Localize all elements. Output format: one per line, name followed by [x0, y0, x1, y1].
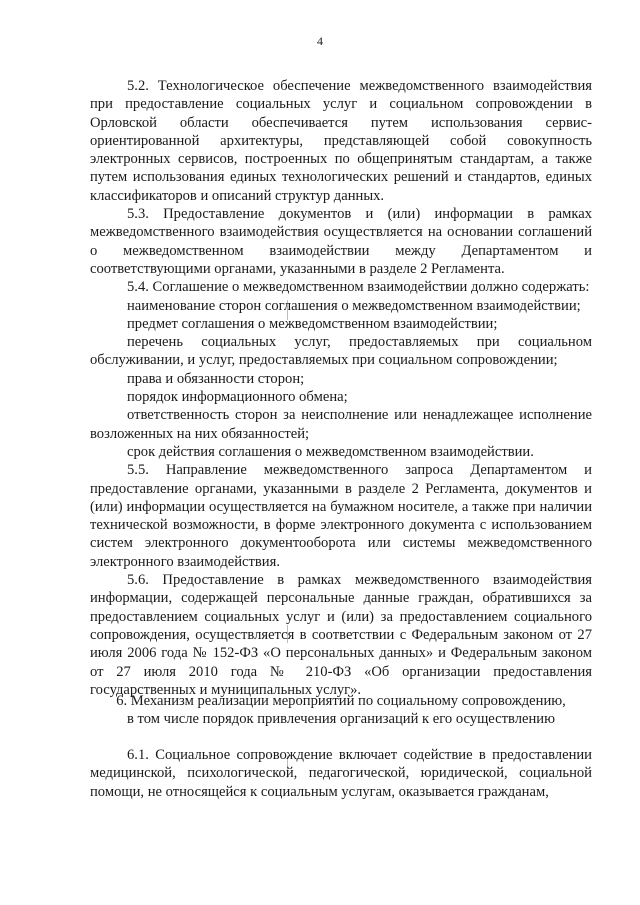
- section-6-heading: [90, 692, 592, 729]
- paragraph: порядок информационного обмена;: [127, 389, 348, 406]
- paragraph: 5.5. Направление межведомственного запроса Департаментом и предоставление органами, указанными в разделе 2 Регламента, документов и (или) информации осуществляется на бумажном носителе, а также при наличии технической возможности, в форме электронного документа с использованием систем электронного документооборота или системы межведомственного электронного взаимодействия.: [90, 462, 592, 570]
- section-6-body: [90, 746, 592, 801]
- paragraph: наименование сторон соглашения о межведомственном взаимодействии;: [127, 297, 581, 314]
- paragraph: 5.4. Соглашение о межведомственном взаимодействии должно содержать:: [127, 279, 590, 296]
- paragraph: перечень социальных услуг, предоставляемых при социальном обслуживании, и услуг, предоставляемых при социальном сопровождении;: [90, 334, 592, 369]
- paragraph: 5.6. Предоставление в рамках межведомственного взаимодействия информации, содержащей персональные данные граждан, обратившихся за предоставлением социальных услуг и (или) за предоставлением социального сопровождения, осуществляется в соответствии с Федеральным законом от 27 июля 2006 года № 152-ФЗ «О персональных данных» и Федеральным законом от 27 июля 2010 года № 210-ФЗ «Об организации предоставления государственных и муниципальных услуг».: [90, 572, 592, 698]
- paragraph: 5.2. Технологическое обеспечение межведомственного взаимодействия при предоставление социальных услуг и социальном сопровождении в Орловской области обеспечивается путем использования сервис-ориентированной архитектуры, представляющей собой совокупность электронных сервисов, построенных по общепринятым стандартам, а также путем использования единых технологических решений и стандартов, единых классификаторов и описаний структур данных.: [90, 78, 592, 204]
- paragraph: срок действия соглашения о межведомственном взаимодействии.: [127, 443, 534, 460]
- section-heading-line: в том числе порядок привлечения организаций к его осуществлению: [127, 711, 555, 728]
- paragraph: права и обязанности сторон;: [127, 370, 305, 387]
- paragraph: 5.3. Предоставление документов и (или) информации в рамках межведомственного взаимодействия осуществляется на основании соглашений о межведомственном взаимодействии между Департаментом и соответствующими органами, указанными в разделе 2 Регламента.: [90, 206, 592, 277]
- section-heading-line: 6. Механизм реализации мероприятий по социальному сопровождению,: [116, 693, 566, 709]
- paragraph: предмет соглашения о межведомственном взаимодействии;: [127, 315, 498, 332]
- section-5-body: [90, 77, 592, 699]
- paragraph: 6.1. Социальное сопровождение включает содействие в предоставлении медицинской, психологической, педагогической, юридической, социальной помощи, не относящейся к социальным услугам, оказывается гражданам,: [90, 747, 592, 800]
- paragraph: ответственность сторон за неисполнение или ненадлежащее исполнение возложенных на них обязанностей;: [90, 407, 592, 442]
- page-number: 4: [317, 34, 323, 48]
